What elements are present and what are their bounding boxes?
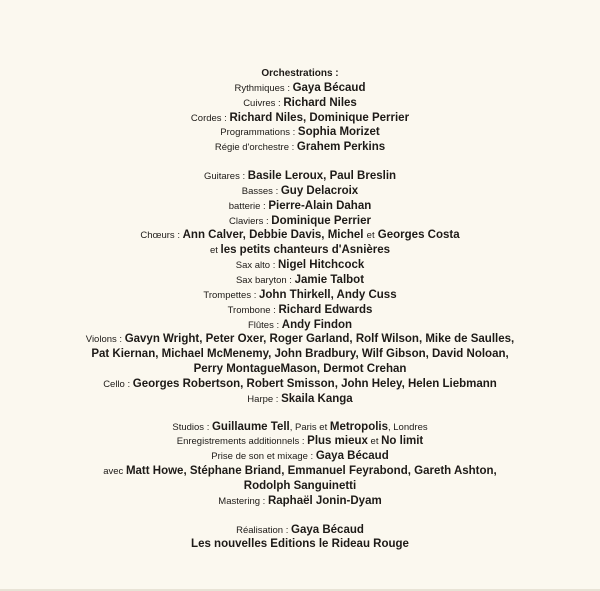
cuivres-label: Cuivres : [243,97,284,109]
sax-baryton-value: Jamie Talbot [294,273,365,286]
section-spacer [0,155,600,169]
choeurs-et-1: et [366,230,375,242]
batterie-credit [0,199,600,214]
flutes-value: Andy Findon [281,318,353,331]
violons-value-2: Pat Kiernan, Michael McMenemy, John Bradbury, Wilf Gibson, David Noloan, [91,348,509,361]
violons-label: Violons : [85,334,125,346]
programmations-value: Sophia Morizet [297,126,380,139]
credits-page [0,66,600,552]
rythmiques-label: Rythmiques : [234,82,293,94]
harpe-value: Skaila Kanga [281,392,353,405]
sax-baryton-credit [0,273,600,288]
studios-value-2: Metropolis [329,420,388,433]
claviers-value: Dominique Perrier [271,214,371,227]
trompettes-value: John Thirkell, Andy Cuss [259,288,397,301]
choeurs-label: Chœurs : [140,230,183,242]
studios-label: Studios : [172,421,212,433]
avec-label: avec [103,466,126,478]
studios-small-2: , Londres [388,421,428,433]
programmations-label: Programmations : [220,127,298,139]
guitares-credit [0,169,600,184]
cordes-value: Richard Niles, Dominique Perrier [229,111,410,124]
harpe-credit [0,392,600,407]
trompettes-label: Trompettes : [203,289,259,301]
publisher-name: Les nouvelles Editions le Rideau Rouge [191,538,409,551]
choeurs-value-2: Georges Costa [374,229,460,242]
regie-credit [0,140,600,155]
avec-credit-continued [0,479,600,494]
prise-de-son-credit [0,449,600,464]
flutes-credit [0,318,600,333]
violons-credit-line-2 [0,347,600,362]
prise-de-son-value: Gaya Bécaud [315,450,389,463]
section-spacer [0,407,600,420]
sax-baryton-label: Sax baryton : [235,274,295,286]
regie-value: Grahem Perkins [296,141,386,154]
cello-label: Cello : [103,378,133,390]
cello-value: Georges Robertson, Robert Smisson, John Heley, Helen Liebmann [132,377,497,390]
rythmiques-value: Gaya Bécaud [292,81,366,94]
enregistrements-credit [0,434,600,449]
choeurs-value-1: Ann Calver, Debbie Davis, Michel [182,229,367,242]
enregistrements-label: Enregistrements additionnels : [176,436,308,448]
section-spacer [0,509,600,523]
publisher-credit [0,537,600,552]
sax-alto-value: Nigel Hitchcock [277,259,365,272]
realisation-credit [0,523,600,538]
avec-credit [0,464,600,479]
guitares-value: Basile Leroux, Paul Breslin [247,170,397,183]
mastering-label: Mastering : [218,495,268,507]
mastering-credit [0,494,600,509]
cordes-credit [0,111,600,126]
sax-alto-credit [0,258,600,273]
basses-credit [0,184,600,199]
claviers-label: Claviers : [229,215,272,227]
studios-credit [0,420,600,435]
trombone-value: Richard Edwards [278,303,373,316]
cuivres-value: Richard Niles [283,96,357,109]
avec-value: Matt Howe, Stéphane Briand, Emmanuel Feyrabond, Gareth Ashton, [125,465,497,478]
rythmiques-credit [0,81,600,96]
programmations-credit [0,125,600,140]
realisation-label: Réalisation : [236,524,292,536]
trompettes-credit [0,288,600,303]
orchestrations-header: Orchestrations : [261,68,339,79]
regie-label: Régie d'orchestre : [214,142,297,154]
violons-value-3: Perry MontagueMason, Dermot Crehan [193,363,407,376]
enregistrements-value-2: No limit [381,435,424,448]
choeurs-credit [0,228,600,243]
batterie-label: batterie : [228,200,269,212]
flutes-label: Flûtes : [247,319,282,331]
prise-de-son-label: Prise de son et mixage : [211,451,316,463]
enregistrements-small: et [367,436,382,448]
orchestrations-header-line [0,66,600,81]
studios-value-1: Guillaume Tell [211,420,290,433]
harpe-label: Harpe : [247,393,282,405]
choeurs-value-3: les petits chanteurs d'Asnières [220,244,391,257]
cello-credit [0,377,600,392]
avec-value-2: Rodolph Sanguinetti [243,479,357,492]
studios-small-1: , Paris et [289,421,330,433]
trombone-label: Trombone : [227,304,279,316]
batterie-value: Pierre-Alain Dahan [268,199,372,212]
violons-credit [0,332,600,347]
realisation-value: Gaya Bécaud [291,523,364,536]
cordes-label: Cordes : [190,112,230,124]
enregistrements-value-1: Plus mieux [307,435,368,448]
choeurs-et-2: et [209,245,221,257]
choeurs-credit-continued [0,243,600,258]
sax-alto-label: Sax alto : [235,260,278,272]
violons-credit-line-3 [0,362,600,377]
mastering-value: Raphaël Jonin-Dyam [267,494,382,507]
basses-value: Guy Delacroix [280,184,359,197]
violons-value-1: Gavyn Wright, Peter Oxer, Roger Garland, Rolf Wilson, Mike de Saulles, [124,333,515,346]
trombone-credit [0,303,600,318]
cuivres-credit [0,96,600,111]
claviers-credit [0,214,600,229]
basses-label: Basses : [241,185,281,197]
guitares-label: Guitares : [203,171,248,183]
